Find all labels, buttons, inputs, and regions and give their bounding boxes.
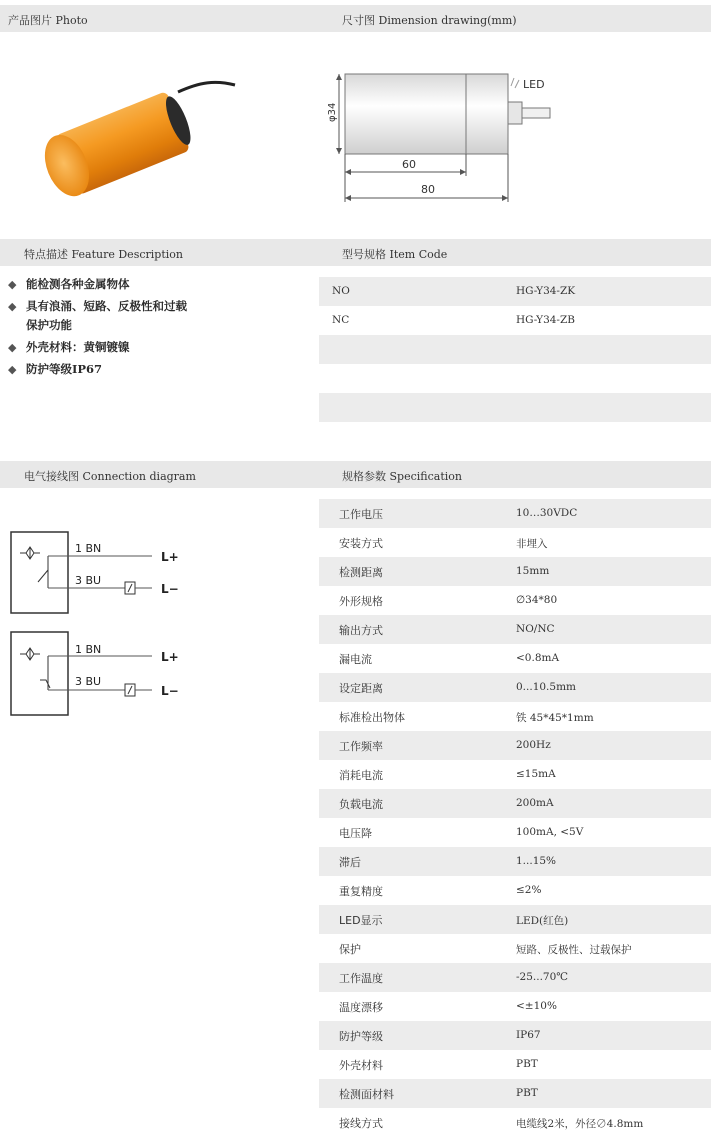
connection-diagram — [6, 520, 206, 730]
header-bar-lower — [0, 461, 711, 488]
spec-row: 漏电流 <0.8mA — [339, 652, 560, 666]
spec-row: 重复精度 ≤2% — [339, 884, 542, 898]
feature-item: ◆ 防护等级IP67 — [8, 360, 308, 379]
positive-label: L+ — [161, 650, 179, 664]
spec-row: 安装方式 非埋入 — [339, 537, 548, 550]
header-bar-middle — [0, 239, 711, 266]
diamond-bullet-icon: ◆ — [8, 363, 17, 376]
item-code-row — [319, 364, 711, 393]
spec-row: 接线方式 电缆线2米，外径∅4.8mm — [339, 1117, 644, 1130]
spec-row: 消耗电流 ≤15mA — [339, 768, 556, 782]
item-code-row — [319, 335, 711, 364]
diameter-label: φ34 — [327, 102, 338, 122]
product-photo — [10, 52, 300, 227]
wire-3-label: 3 BU — [75, 574, 102, 587]
header-bar-top — [0, 5, 711, 32]
feature-item: ◆ 具有浪涌、短路、反极性和过载保护功能 — [8, 299, 187, 332]
wiring-diagram-no — [11, 532, 179, 613]
spec-row: 工作频率 200Hz — [319, 731, 711, 760]
spec-row: 输出方式 NO/NC — [319, 615, 711, 644]
item-code-row — [319, 393, 711, 422]
spec-row: 检测面材料 PBT — [319, 1079, 711, 1108]
spec-row: 外形规格 ∅34*80 — [339, 594, 558, 608]
spec-row: 保护 短路、反极性、过载保护 — [339, 943, 632, 956]
diamond-bullet-icon: ◆ — [8, 300, 17, 313]
item-code-section-title: 型号规格 Item Code — [342, 248, 448, 261]
specification-section-title: 规格参数 Specification — [342, 470, 462, 483]
spec-row: 滞后 1...15% — [319, 847, 711, 876]
wire-3-label: 3 BU — [75, 675, 102, 688]
spec-row: 检测距离 15mm — [319, 557, 711, 586]
led-label: LED — [523, 78, 545, 91]
feature-list — [8, 275, 308, 382]
feature-section-title: 特点描述 Feature Description — [24, 248, 183, 261]
spec-row: 工作温度 -25...70℃ — [319, 963, 711, 992]
negative-label: L− — [161, 684, 179, 698]
feature-item: ◆ 外壳材料：黄铜镀镍 — [8, 338, 308, 357]
wire-1-label: 1 BN — [75, 542, 102, 555]
spec-row: 设定距离 0...10.5mm — [319, 673, 711, 702]
positive-label: L+ — [161, 550, 179, 564]
dimension-drawing — [318, 52, 618, 217]
wire-1-label: 1 BN — [75, 643, 102, 656]
spec-row: LED显示 LED(红色) — [319, 905, 711, 934]
spec-row: 电压降 100mA, <5V — [339, 826, 584, 840]
dimension-section-title: 尺寸图 Dimension drawing(mm) — [342, 14, 517, 27]
length-total-label: 80 — [421, 183, 435, 196]
length-body-label: 60 — [402, 158, 416, 171]
photo-section-title: 产品图片 Photo — [8, 14, 88, 27]
spec-row: 标准检出物体 铁 45*45*1mm — [339, 711, 594, 724]
spec-row: 防护等级 IP67 — [319, 1021, 711, 1050]
wiring-diagram-nc — [11, 632, 179, 715]
spec-row: 外壳材料 PBT — [339, 1058, 538, 1072]
item-code-row: NO HG-Y34-ZK — [319, 277, 711, 306]
negative-label: L− — [161, 582, 179, 596]
spec-row: 负载电流 200mA — [319, 789, 711, 818]
diamond-bullet-icon: ◆ — [8, 278, 17, 291]
connection-section-title: 电气接线图 Connection diagram — [24, 470, 196, 483]
diamond-bullet-icon: ◆ — [8, 341, 17, 354]
spec-row: 温度漂移 <±10% — [339, 1000, 557, 1014]
spec-row: 工作电压 10…30VDC — [319, 499, 711, 528]
item-code-row: NC HG-Y34-ZB — [332, 314, 575, 326]
feature-item: ◆ 能检测各种金属物体 — [8, 275, 308, 294]
